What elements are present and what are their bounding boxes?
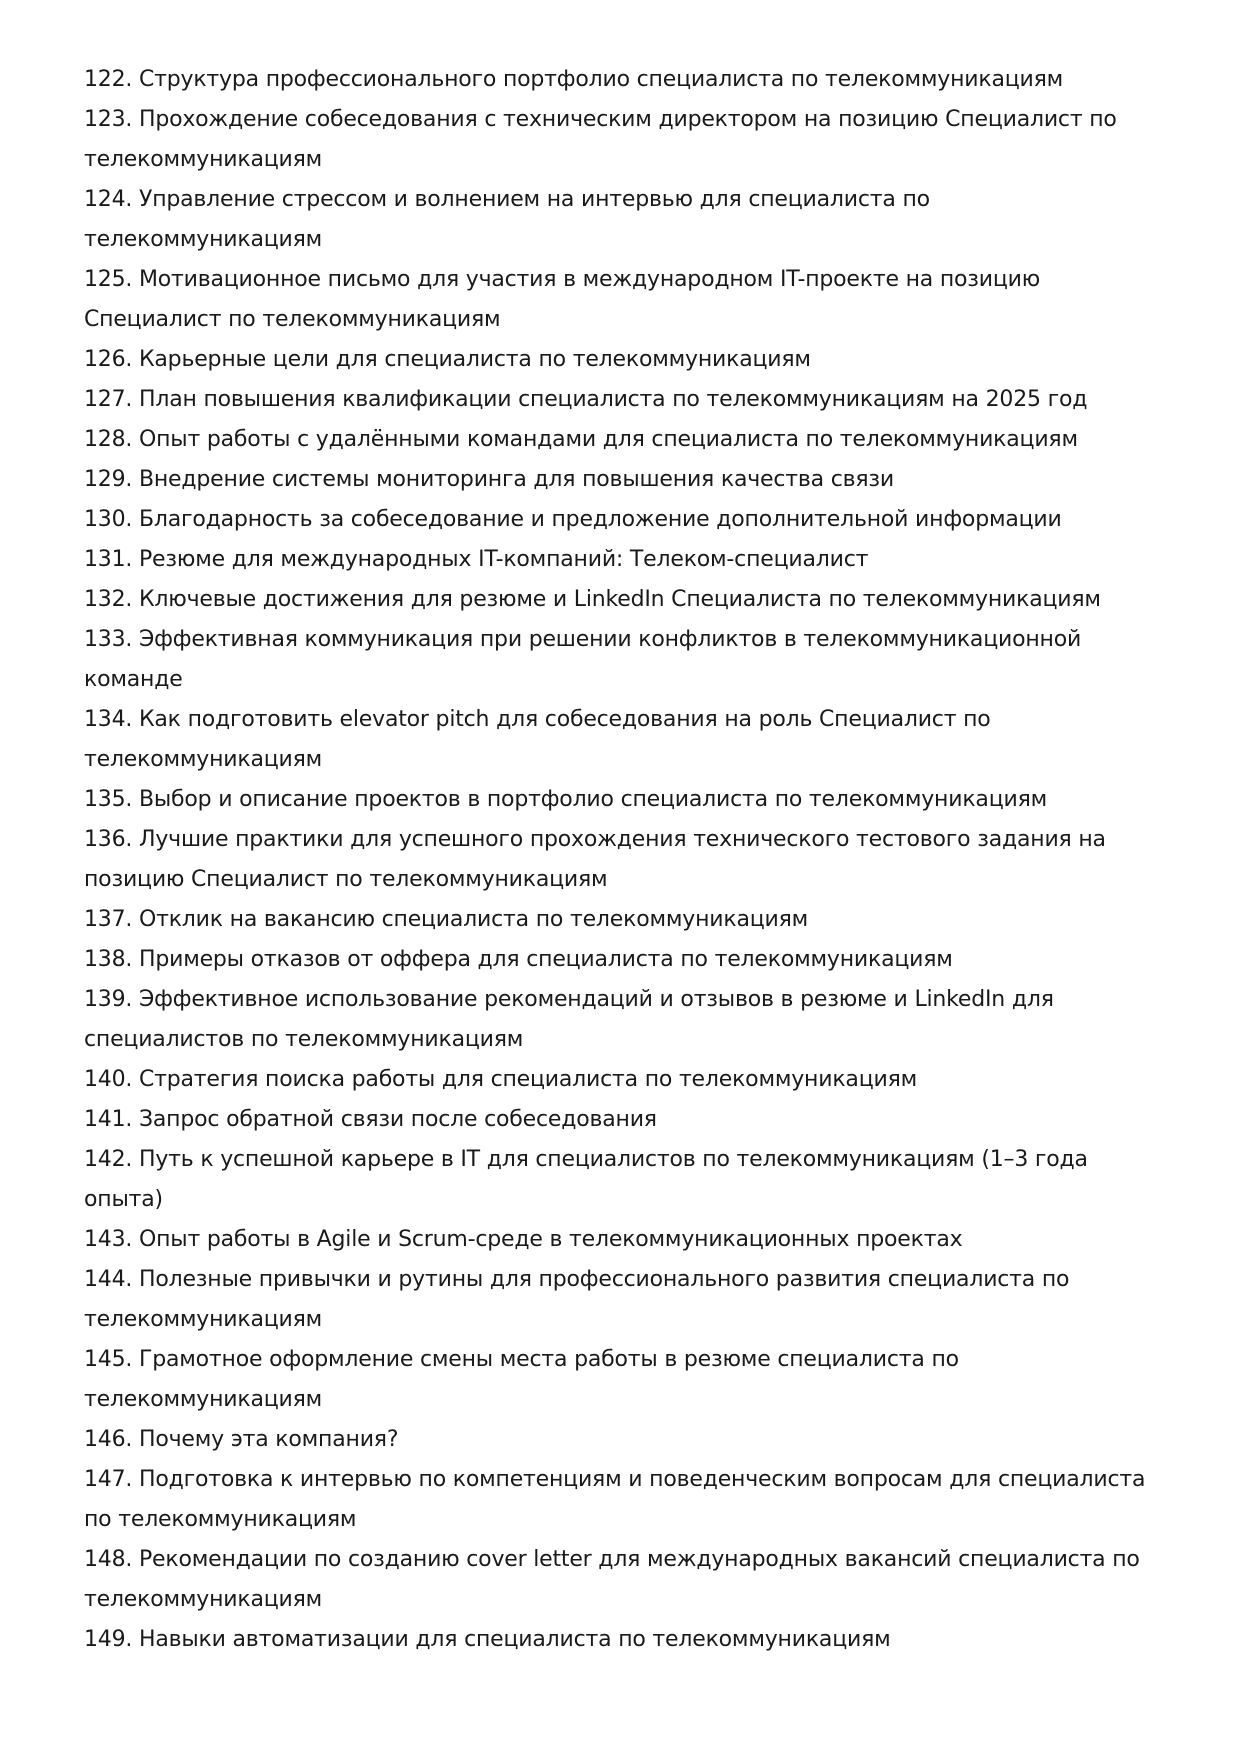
item-text: Эффективная коммуникация при решении конфликтов в телекоммуникационной команде [84,627,1082,692]
list-item [84,940,1164,980]
item-text: Путь к успешной карьере в IT для специалистов по телекоммуникациям (1–3 года опыта) [84,1147,1088,1212]
item-text: Рекомендации по созданию cover letter для международных вакансий специалиста по телекоммуникациям [84,1547,1140,1612]
item-number: 141. [84,1107,133,1132]
item-number: 147. [84,1467,133,1492]
item-number: 149. [84,1627,133,1652]
list-item [84,540,1164,580]
list-item [84,180,1164,260]
list-item [84,340,1164,380]
item-number: 131. [84,547,133,572]
list-item [84,1220,1164,1260]
list-item [84,820,1164,900]
list-item [84,900,1164,940]
item-number: 139. [84,987,133,1012]
item-text: Примеры отказов от оффера для специалиста по телекоммуникациям [138,947,953,972]
item-number: 148. [84,1547,133,1572]
item-number: 146. [84,1427,133,1452]
item-text: Подготовка к интервью по компетенциям и поведенческим вопросам для специалиста по телекоммуникациям [84,1467,1146,1532]
item-number: 135. [84,787,133,812]
item-number: 134. [84,707,133,732]
item-number: 145. [84,1347,133,1372]
item-text: Карьерные цели для специалиста по телекоммуникациям [138,347,811,372]
item-text: Структура профессионального портфолио специалиста по телекоммуникациям [138,67,1064,92]
list-item [84,420,1164,460]
item-text: Выбор и описание проектов в портфолио специалиста по телекоммуникациям [138,787,1047,812]
item-text: План повышения квалификации специалиста по телекоммуникациям на 2025 год [138,387,1088,412]
item-number: 138. [84,947,133,972]
item-number: 127. [84,387,133,412]
topic-list [84,60,1164,1660]
item-number: 140. [84,1067,133,1092]
item-number: 125. [84,267,133,292]
item-text: Опыт работы с удалёнными командами для специалиста по телекоммуникациям [138,427,1078,452]
list-item [84,1540,1164,1620]
list-item [84,1340,1164,1420]
list-item [84,1100,1164,1140]
list-item [84,1260,1164,1340]
list-item [84,380,1164,420]
item-text: Управление стрессом и волнением на интервью для специалиста по телекоммуникациям [84,187,930,252]
list-item [84,500,1164,540]
list-item [84,580,1164,620]
item-text: Внедрение системы мониторинга для повышения качества связи [138,467,895,492]
list-item [84,620,1164,700]
item-number: 136. [84,827,133,852]
document-page [84,60,1164,1660]
item-number: 137. [84,907,133,932]
item-text: Полезные привычки и рутины для профессионального развития специалиста по телекоммуникациям [84,1267,1070,1332]
item-text: Запрос обратной связи после собеседования [138,1107,657,1132]
item-text: Почему эта компания? [138,1427,399,1452]
item-text: Грамотное оформление смены места работы в резюме специалиста по телекоммуникациям [84,1347,959,1412]
item-text: Резюме для международных IT-компаний: Телеком-специалист [138,547,869,572]
item-number: 124. [84,187,133,212]
list-item [84,260,1164,340]
list-item [84,1620,1164,1660]
item-number: 132. [84,587,133,612]
list-item [84,1060,1164,1100]
item-text: Мотивационное письмо для участия в международном IT-проекте на позицию Специалист по телекоммуникациям [84,267,1041,332]
list-item [84,60,1164,100]
list-item [84,1140,1164,1220]
item-text: Навыки автоматизации для специалиста по телекоммуникациям [138,1627,891,1652]
list-item [84,700,1164,780]
item-text: Опыт работы в Agile и Scrum-среде в телекоммуникационных проектах [138,1227,963,1252]
item-number: 129. [84,467,133,492]
list-item [84,100,1164,180]
item-number: 126. [84,347,133,372]
item-text: Отклик на вакансию специалиста по телекоммуникациям [138,907,809,932]
list-item [84,980,1164,1060]
item-text: Эффективное использование рекомендаций и отзывов в резюме и LinkedIn для специалистов по телекоммуникациям [84,987,1054,1052]
item-text: Ключевые достижения для резюме и LinkedIn Специалиста по телекоммуникациям [138,587,1101,612]
list-item [84,780,1164,820]
item-number: 143. [84,1227,133,1252]
item-number: 142. [84,1147,133,1172]
item-number: 133. [84,627,133,652]
list-item [84,460,1164,500]
item-text: Прохождение собеседования с техническим директором на позицию Специалист по телекоммуникациям [84,107,1117,172]
item-text: Лучшие практики для успешного прохождения технического тестового задания на позицию Специалист по телекоммуникациям [84,827,1106,892]
item-number: 128. [84,427,133,452]
item-number: 123. [84,107,133,132]
list-item [84,1420,1164,1460]
item-text: Благодарность за собеседование и предложение дополнительной информации [138,507,1062,532]
item-text: Как подготовить elevator pitch для собеседования на роль Специалист по телекоммуникациям [84,707,991,772]
list-item [84,1460,1164,1540]
item-number: 130. [84,507,133,532]
item-number: 144. [84,1267,133,1292]
item-text: Стратегия поиска работы для специалиста по телекоммуникациям [138,1067,918,1092]
item-number: 122. [84,67,133,92]
